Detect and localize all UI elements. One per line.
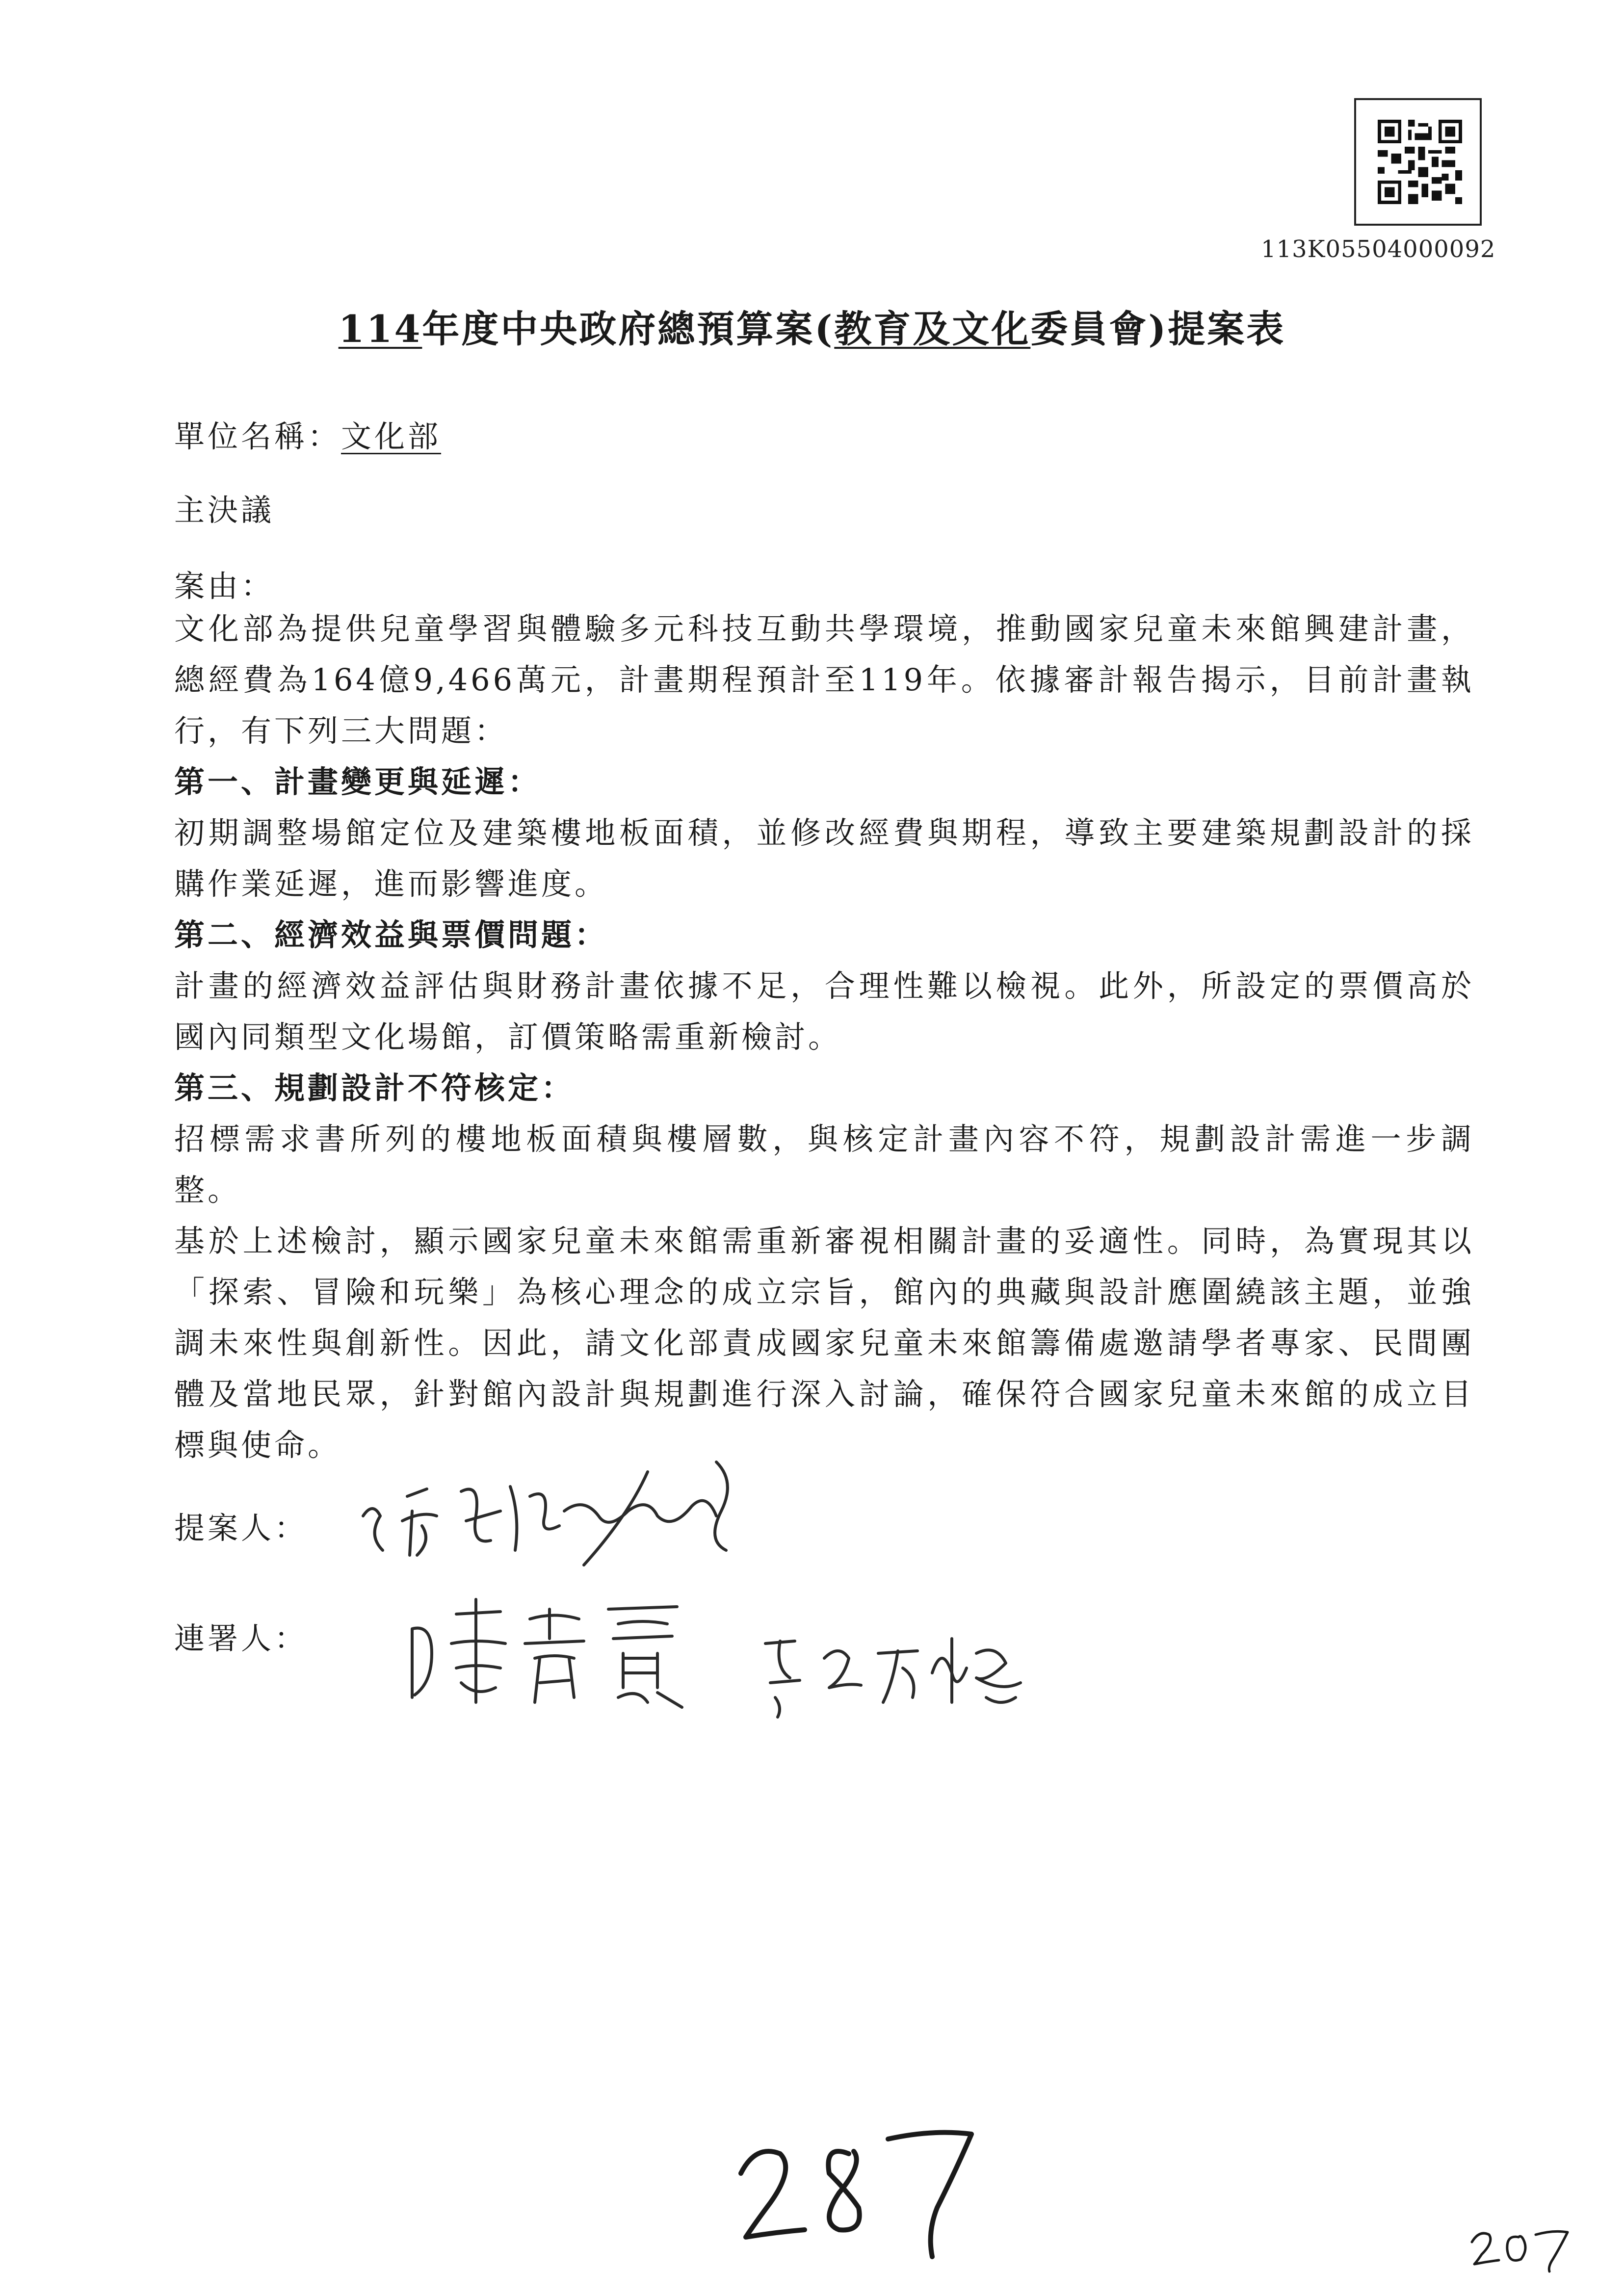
- cosigner-signature-1: [402, 1585, 707, 1712]
- section-heading: 第一、計畫變更與延遲：: [174, 764, 542, 800]
- resolution-type: 主決議: [174, 492, 275, 528]
- section-heading: 第三、規劃設計不符核定：: [174, 1070, 575, 1106]
- unit-label: 單位名稱：: [174, 418, 341, 454]
- unit-line: [174, 412, 441, 456]
- page-title: [0, 299, 1624, 353]
- handwritten-number-corner: [1467, 2220, 1575, 2274]
- handwritten-number-icon: [726, 2110, 1001, 2267]
- title-committee: 教育及文化: [834, 307, 1031, 351]
- cosigner-signature-2: [756, 1624, 1030, 1722]
- handwritten-signature-icon: [402, 1585, 707, 1712]
- conclusion-paragraph: 基於上述檢討，顯示國家兒童未來館需重新審視相關計畫的妥適性。同時，為實現其以「探索、冒險和玩樂」為核心理念的成立宗旨，館內的典藏與設計應圍繞該主題，並強調未來性與創新性。因此，請文化部責成國家兒童未來館籌備處邀請學者專家、民間團體及當地民眾，針對館內設計與規劃進行深入討論，確保符合國家兒童未來館的成立目標與使命。: [174, 1223, 1474, 1463]
- title-year: 114: [338, 307, 422, 351]
- proposer-signature: [353, 1442, 756, 1590]
- proposer-label: 提案人：: [174, 1510, 308, 1546]
- proposal-body: [174, 603, 1474, 1471]
- section-text: 計畫的經濟效益評估與財務計畫依據不足，合理性難以檢視。此外，所設定的票價高於國內同類型文化場館，訂價策略需重新檢討。: [174, 968, 1474, 1055]
- qr-code: [1354, 98, 1482, 226]
- cosigner-label: 連署人：: [174, 1620, 308, 1656]
- unit-value: 文化部: [341, 418, 442, 454]
- handwritten-signature-icon: [353, 1442, 756, 1590]
- section-text: 初期調整場館定位及建築樓地板面積，並修改經費與期程，導致主要建築規劃設計的採購作業延遲，進而影響進度。: [174, 815, 1474, 902]
- qr-code-icon: [1378, 120, 1462, 204]
- intro-paragraph: 文化部為提供兒童學習與體驗多元科技互動共學環境，推動國家兒童未來館興建計畫，總經費為164億9,466萬元，計畫期程預計至119年。依據審計報告揭示，目前計畫執行，有下列三大問題：: [174, 611, 1474, 749]
- title-part1: 年度中央政府總預算案(: [422, 307, 835, 351]
- section-text: 招標需求書所列的樓地板面積與樓層數，與核定計畫內容不符，規劃設計需進一步調整。: [174, 1121, 1474, 1208]
- handwritten-number-center: [726, 2110, 1001, 2267]
- handwritten-signature-icon: [756, 1624, 1030, 1722]
- section-heading: 第二、經濟效益與票價問題：: [174, 917, 608, 953]
- document-id: 113K05504000092: [1261, 235, 1496, 263]
- handwritten-number-icon: [1467, 2220, 1575, 2274]
- title-part2: 委員會)提案表: [1030, 307, 1286, 351]
- reason-label: 案由：: [174, 568, 275, 604]
